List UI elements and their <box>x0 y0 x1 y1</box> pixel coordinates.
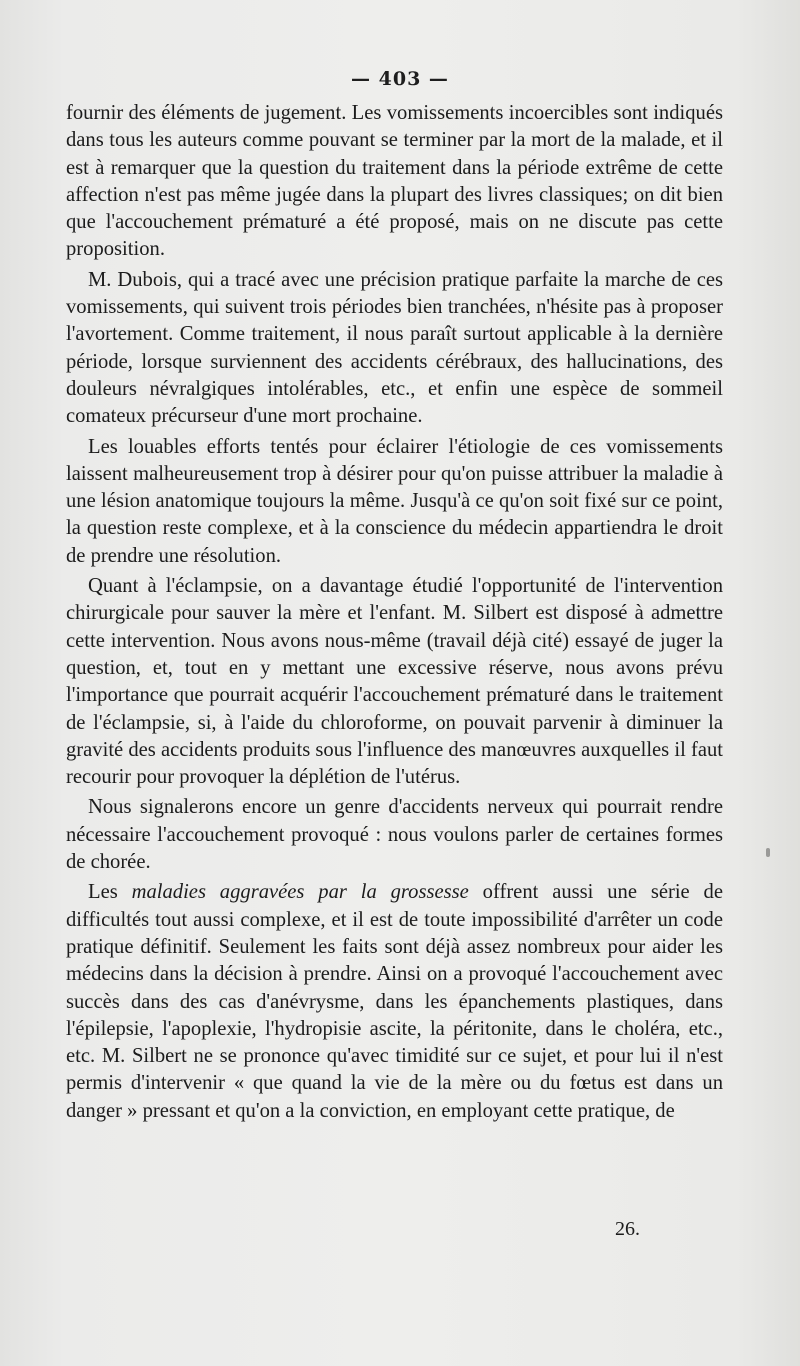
paragraph <box>66 267 723 431</box>
text-segment: M. Dubois, qui a tracé avec une précision pratique parfaite la marche de ces vomissements, qui suivent trois périodes bien tranchées, n'hésite pas à proposer l'avortement. Comme traitement, il nous paraît surtout applicable à la dernière période, lorsque surviennent des accidents cérébraux, des hallucinations, des douleurs névralgiques intolérables, etc., et enfin une espèce de sommeil comateux précurseur d'une mort prochaine. <box>66 268 723 428</box>
paragraph <box>66 573 723 791</box>
paragraph <box>66 100 723 264</box>
paragraph <box>66 879 723 1125</box>
paragraph <box>66 434 723 570</box>
text-segment: offrent aussi une série de difficultés tout aussi complexe, et il est de toute impossibilité d'arrêter un code pratique définitif. Seulement les faits sont déjà assez nombreux pour aider les médecins dans la décision à prendre. Ainsi on a provoqué l'accouchement avec succès dans des cas d'anévrysme, dans les épanchements plastiques, dans l'épilepsie, l'apoplexie, l'hydropisie ascite, la péritonite, dans le choléra, etc., etc. M. Silbert ne se prononce qu'avec timidité sur ce sujet, et pour lui il n'est permis d'intervenir « que quand la vie de la mère ou du fœtus est dans un danger » pressant et qu'on a la conviction, en employant cette pratique, de <box>66 881 723 1122</box>
body-text <box>66 100 723 1125</box>
signature-mark: 26. <box>615 1218 640 1240</box>
paper-blemish <box>766 848 770 857</box>
text-segment: Les <box>88 881 132 904</box>
text-segment: Nous signalerons encore un genre d'accidents nerveux qui pourrait rendre nécessaire l'accouchement provoqué : nous voulons parler de certaines formes de chorée. <box>66 796 723 874</box>
page-number: — 403 — <box>351 68 449 90</box>
paragraph <box>66 794 723 876</box>
text-segment: Quant à l'éclampsie, on a davantage étudié l'opportunité de l'intervention chirurgicale pour sauver la mère et l'enfant. M. Silbert est disposé à admettre cette intervention. Nous avons nous-même (travail déjà cité) essayé de juger la question, et, tout en y mettant une excessive réserve, nous avons prévu l'importance que pourrait acquérir l'accouchement prématuré dans le traitement de l'éclampsie, si, à l'aide du chloroforme, on pouvait parvenir à diminuer la gravité des accidents produits sous l'influence des manœuvres auxquelles il faut recourir pour provoquer la déplétion de l'utérus. <box>66 575 723 789</box>
italic-text: maladies aggravées par la grossesse <box>131 881 469 904</box>
text-segment: Les louables efforts tentés pour éclairer l'étiologie de ces vomissements laissent malheureusement trop à désirer pour qu'on puisse attribuer la maladie à une lésion anatomique toujours la même. Jusqu'à ce qu'on soit fixé sur ce point, la question reste complexe, et à la conscience du médecin appartiendra le droit de prendre une résolution. <box>66 435 723 567</box>
text-segment: fournir des éléments de jugement. Les vomissements incoercibles sont indiqués dans tous les auteurs comme pouvant se terminer par la mort de la malade, et il est à remarquer que la question du traitement dans la période extrême de cette affection n'est pas même jugée dans la plupart des livres classiques; on dit bien que l'accouchement prématuré a été proposé, mais on ne discute pas cette proposition. <box>66 102 723 261</box>
